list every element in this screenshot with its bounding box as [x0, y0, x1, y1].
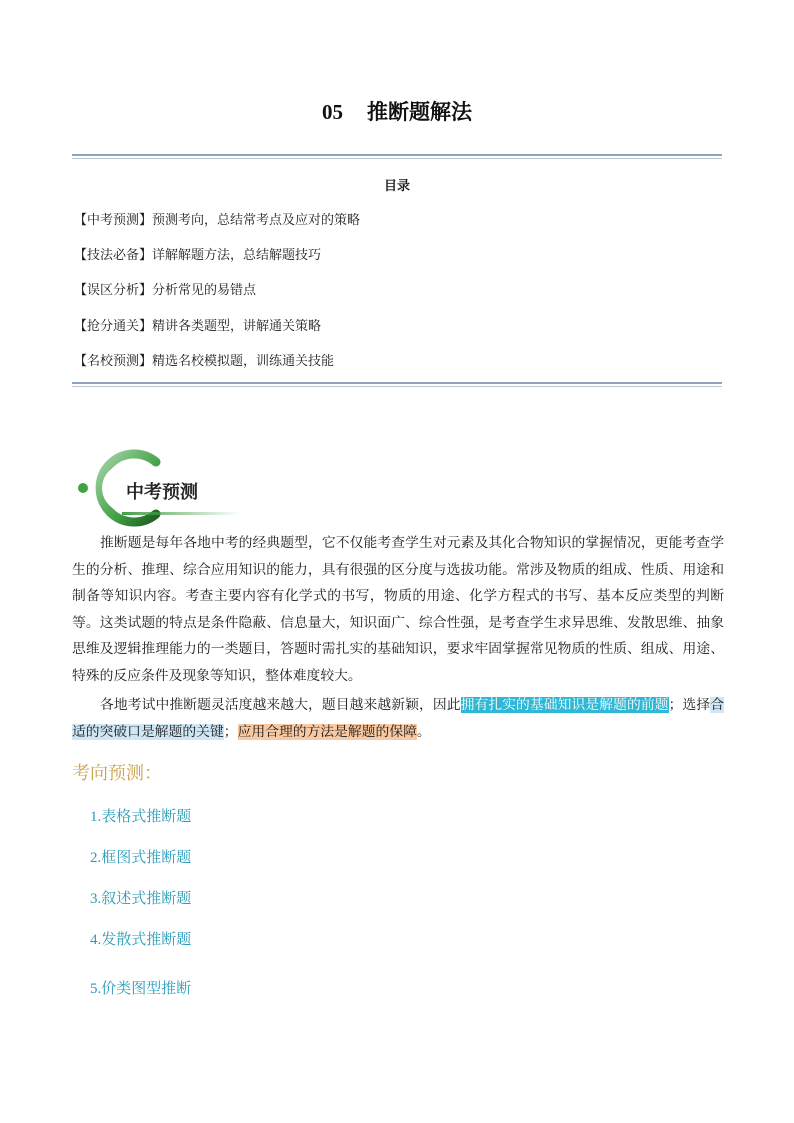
kaoxiang-item — [90, 928, 191, 949]
toc-desc: 分析常见的易错点 — [152, 283, 257, 298]
highlight-key: 合适的突破口是解题的关键 — [72, 697, 725, 740]
banner-title: 中考预测 — [126, 482, 198, 503]
paragraph-key-points — [72, 692, 724, 745]
title-text: 推断题解法 — [367, 100, 472, 124]
toc-tag: 【技法必备】 — [74, 248, 153, 263]
toc-item — [74, 350, 334, 369]
toc-heading: 目录 — [383, 179, 410, 194]
toc-desc: 预测考向，总结常考点及应对的策略 — [152, 213, 361, 228]
kaoxiang-item — [90, 977, 191, 998]
paragraph-intro: 推断题是每年各地中考的经典题型，它不仅能考查学生对元素及其化合物知识的掌握情况，更能考查学生的分析、推理、综合应用知识的能力，具有很强的区分度与选拔功能。常涉及物质的组成、性质、用途和制备等知识内容。考查主要内容有化学式的书写，物质的用途、化学方程式的书写、基本反应类型的判断等。这类试题的特点是条件隐蔽、信息量大，知识面广、综合性强，是考查学生求异思维、发散思维、抽象思维及逻辑推理能力的一类题目，答题时需扎实的基础知识，要求牢固掌握常见物质的性质、组成、用途、特殊的反应条件及现象等知识，整体难度较大。 — [72, 535, 724, 684]
toc-item — [74, 244, 321, 263]
paragraph-text: ；选择 — [668, 697, 711, 713]
item-number: 2. — [90, 850, 102, 866]
toc-desc: 精讲各类题型，讲解通关策略 — [152, 319, 322, 334]
highlight-basis: 拥有扎实的基础知识是解题的前题 — [460, 697, 669, 713]
item-text: 叙述式推断题 — [101, 889, 192, 907]
item-text: 表格式推断题 — [101, 807, 192, 825]
kaoxiang-item — [90, 887, 191, 908]
title-number: 05 — [322, 100, 343, 124]
page-title — [0, 96, 794, 126]
toc-item — [74, 209, 360, 228]
paragraph-text: 。 — [416, 723, 431, 740]
toc-tag: 【抢分通关】 — [74, 319, 153, 334]
item-number: 3. — [90, 891, 102, 907]
bullet-dot-icon — [78, 483, 88, 493]
toc-tag: 【中考预测】 — [74, 213, 153, 228]
item-number: 1. — [90, 809, 102, 825]
bottom-divider — [72, 382, 722, 387]
kaoxiang-heading: 考向预测： — [72, 763, 162, 784]
kaoxiang-item — [90, 805, 191, 826]
toc-tag: 【名校预测】 — [74, 354, 153, 369]
toc-item — [74, 315, 321, 334]
kaoxiang-item — [90, 846, 191, 867]
paragraph-text: 各地考试中推断题灵活度越来越大，题目越来越新颖，因此 — [100, 697, 461, 713]
highlight-method: 应用合理的方法是解题的保障 — [237, 723, 417, 740]
toc-desc: 详解解题方法，总结解题技巧 — [152, 248, 322, 263]
section-banner — [74, 448, 244, 528]
item-number: 4. — [90, 932, 102, 948]
paragraph-text: ； — [223, 723, 238, 740]
item-text: 价类图型推断 — [101, 979, 192, 997]
top-divider — [72, 154, 722, 159]
item-text: 发散式推断题 — [101, 930, 192, 948]
toc-item — [74, 279, 256, 298]
item-number: 5. — [90, 981, 102, 997]
item-text: 框图式推断题 — [101, 848, 192, 866]
toc-tag: 【误区分析】 — [74, 283, 153, 298]
toc-desc: 精选名校模拟题，训练通关技能 — [152, 354, 335, 369]
